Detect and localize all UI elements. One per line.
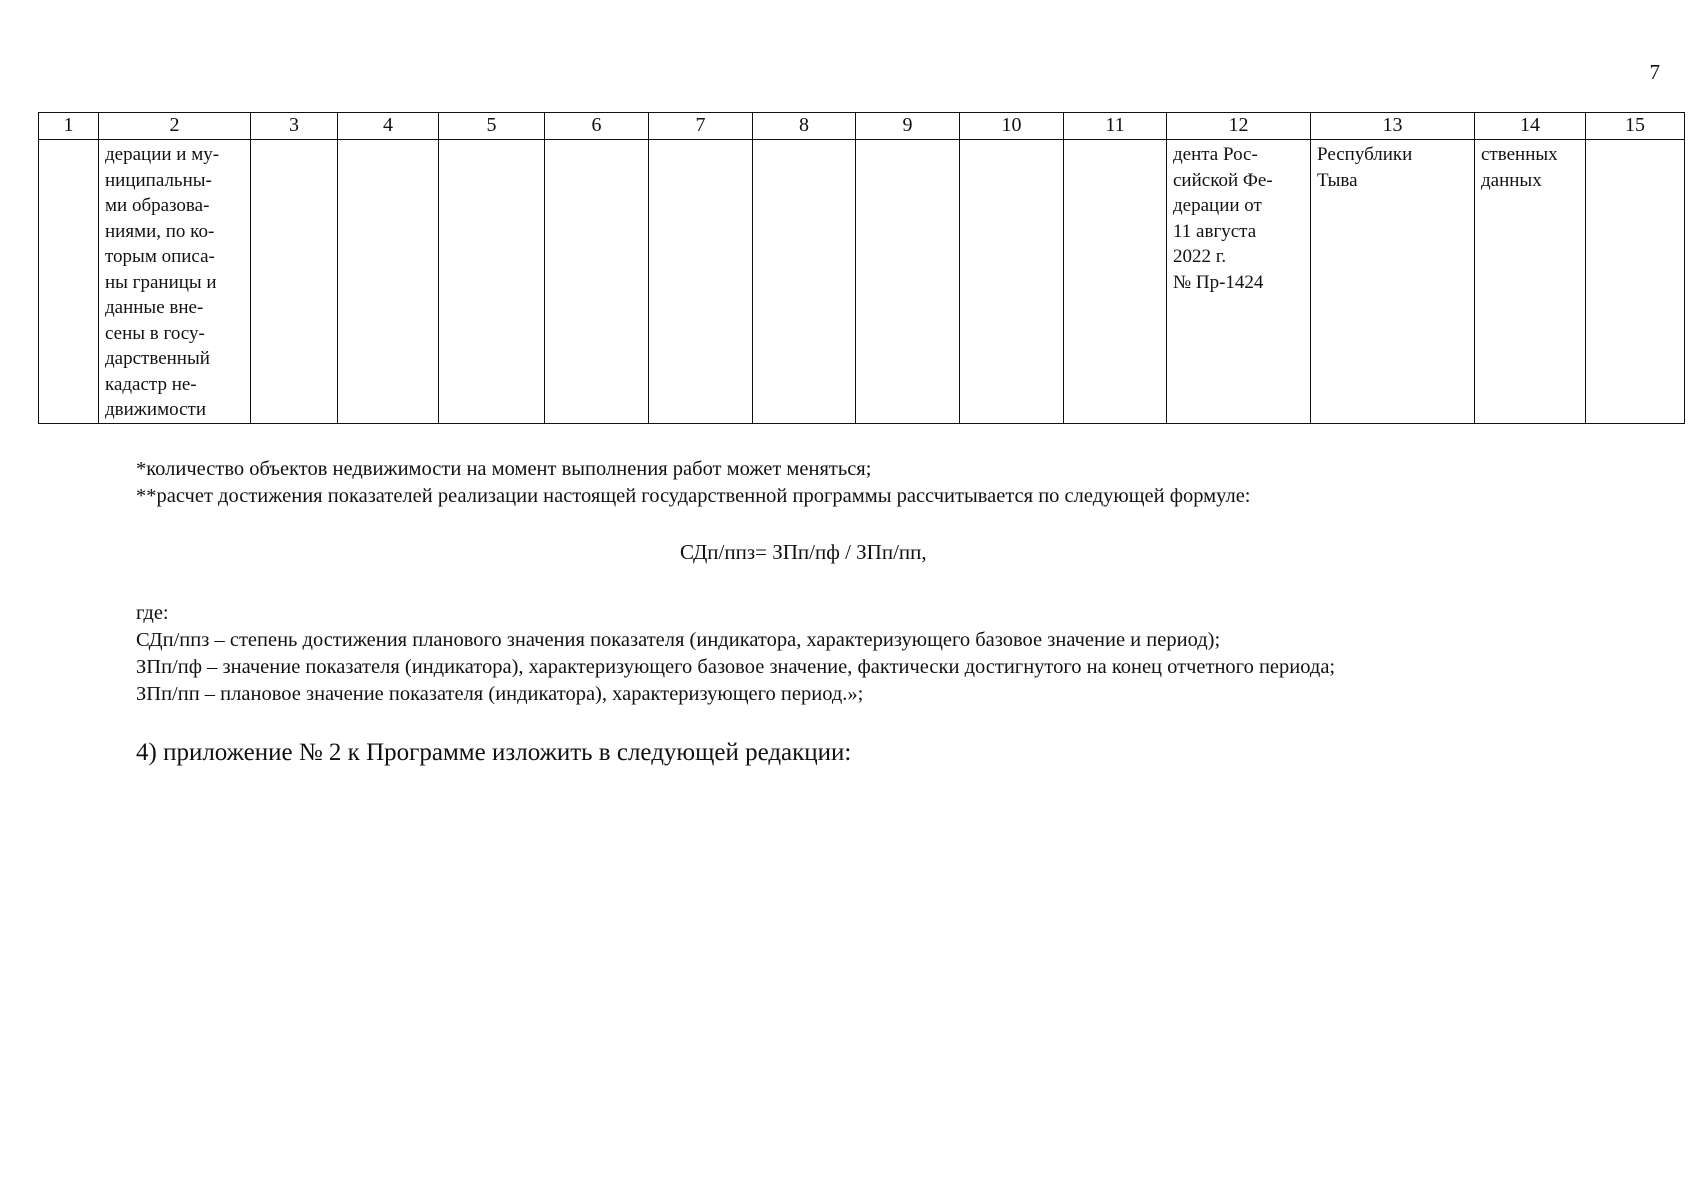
table-row <box>39 140 1685 424</box>
column-header: 9 <box>856 113 960 140</box>
table-cell <box>649 140 753 424</box>
table-cell <box>1311 140 1475 424</box>
column-header: 3 <box>251 113 338 140</box>
table-cell <box>251 140 338 424</box>
column-header: 12 <box>1167 113 1311 140</box>
column-header: 11 <box>1064 113 1167 140</box>
legend-line: ЗПп/пп – плановое значение показателя (индикатора), характеризующего период.»; <box>136 683 864 705</box>
footnotes <box>136 456 1656 510</box>
cell-text: дента Рос- сийской Фе- дерации от 11 августа 2022 г. № Пр-1424 <box>1173 144 1273 293</box>
cell-text: ственных данных <box>1481 144 1558 191</box>
column-header: 10 <box>960 113 1064 140</box>
formula-legend <box>136 600 1676 708</box>
column-header: 2 <box>99 113 251 140</box>
formula-line <box>0 540 1380 565</box>
table-cell <box>99 140 251 424</box>
column-header: 8 <box>753 113 856 140</box>
table-cell <box>338 140 439 424</box>
column-header: 13 <box>1311 113 1475 140</box>
page-number: 7 <box>1649 60 1660 84</box>
table-cell <box>1586 140 1685 424</box>
legend-line: СДп/ппз – степень достижения планового значения показателя (индикатора, характеризующего базовое значение и период); <box>136 629 1221 651</box>
cell-text: Республики Тыва <box>1317 144 1413 191</box>
column-header: 14 <box>1475 113 1586 140</box>
footnote-double-asterisk: **расчет достижения показателей реализации настоящей государственной программы рассчитывается по следующей формуле: <box>136 485 1251 507</box>
table-cell <box>1167 140 1311 424</box>
table-cell <box>39 140 99 424</box>
column-header: 4 <box>338 113 439 140</box>
column-header: 6 <box>545 113 649 140</box>
legend-line: ЗПп/пф – значение показателя (индикатора), характеризующего базовое значение, фактически достигнутого на конец отчетного периода; <box>136 656 1336 678</box>
column-header: 5 <box>439 113 545 140</box>
column-header: 7 <box>649 113 753 140</box>
formula: СДп/ппз= ЗПп/пф / ЗПп/пп, <box>680 540 927 564</box>
footnote-single-asterisk: *количество объектов недвижимости на момент выполнения работ может меняться; <box>136 458 872 480</box>
table-cell <box>1064 140 1167 424</box>
indicator-table <box>38 112 1685 424</box>
table-cell <box>545 140 649 424</box>
table-cell <box>856 140 960 424</box>
cell-text: дерации и му- ниципальны- ми образова- ниями, по ко- торым описа- ны границы и данные вне- сены в госу- дарственный кадастр не- движимости <box>105 144 220 420</box>
column-header: 1 <box>39 113 99 140</box>
table-cell <box>1475 140 1586 424</box>
table-header-row <box>39 113 1685 140</box>
table-cell <box>960 140 1064 424</box>
table-cell <box>439 140 545 424</box>
column-header: 15 <box>1586 113 1685 140</box>
table-cell <box>753 140 856 424</box>
legend-label: где: <box>136 602 169 624</box>
amendment-item-4: 4) приложение № 2 к Программе изложить в следующей редакции: <box>136 739 852 766</box>
